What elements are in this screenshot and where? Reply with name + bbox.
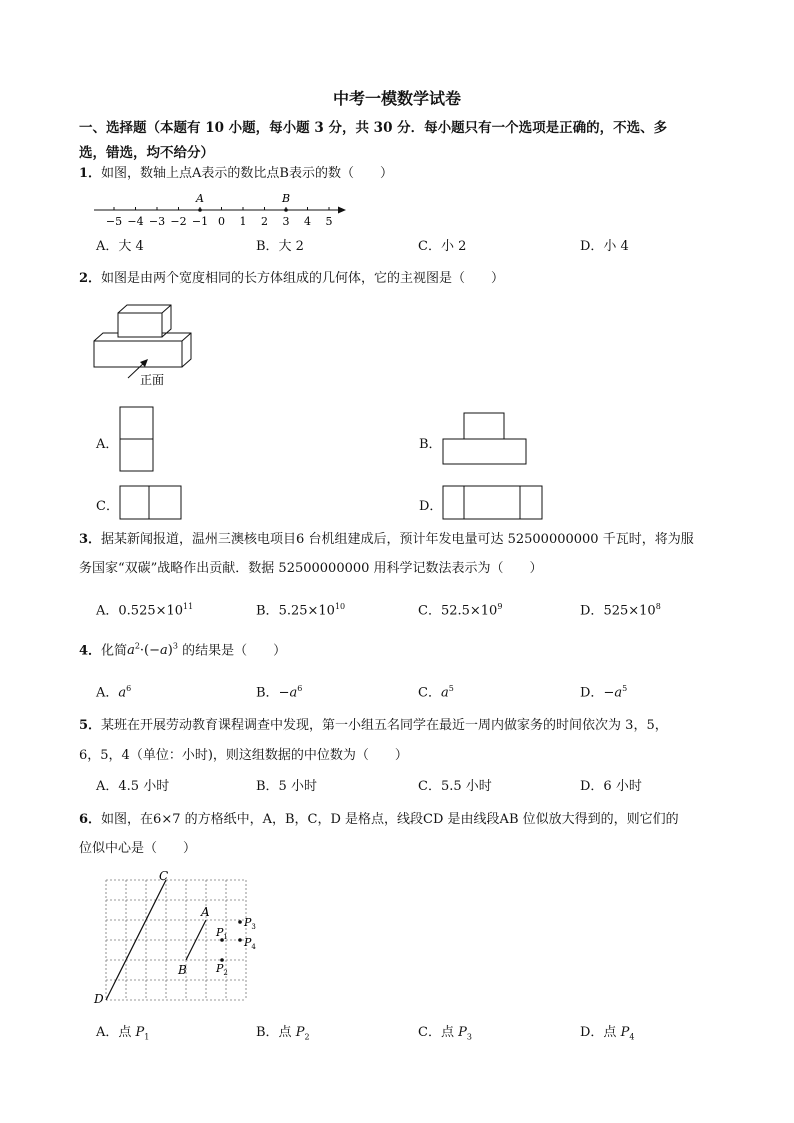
option-exponent: 6: [297, 684, 303, 693]
q1-option-c[interactable]: C．小 2: [418, 239, 467, 254]
number-line-label: −2: [170, 215, 187, 228]
q4-option-b[interactable]: [256, 679, 302, 703]
option-variable: P: [458, 1025, 467, 1040]
option-exponent: 10: [334, 602, 346, 611]
q2-option-a-label[interactable]: A．: [96, 437, 119, 452]
question-5-line2: 6，5，4（单位：小时)，则这组数据的中位数为（ ）: [79, 748, 408, 763]
option-variable: a: [440, 685, 449, 701]
option-variable: a: [614, 685, 623, 701]
question-number: 4．: [79, 643, 102, 659]
question-number: 3．: [79, 532, 102, 547]
option-subscript: 3: [466, 1032, 472, 1042]
point-p4: [238, 938, 242, 942]
question-text: 某班在开展劳动教育课程调查中发现，第一小组五名同学在最近一周内做家务的时间依次为 3，5，: [101, 718, 668, 733]
point-p3: [238, 920, 242, 924]
label-a: A: [201, 905, 210, 919]
question-5: [79, 716, 668, 736]
q3-option-c[interactable]: [418, 597, 502, 621]
q6-option-b[interactable]: [256, 1023, 310, 1048]
option-value: 0.525×10: [118, 603, 184, 619]
q5-option-a[interactable]: A．4.5 小时: [96, 779, 170, 794]
option-label: B．: [256, 603, 279, 619]
option-variable: P: [620, 1025, 630, 1040]
q2-option-c-label[interactable]: C．: [96, 499, 119, 514]
section-header-line1: 一、选择题（本题有 10 小题，每小题 3 分，共 30 分．每小题只有一个选项是正确的，不选、多: [79, 120, 668, 136]
q1-option-b[interactable]: B．大 2: [256, 239, 304, 254]
q5-option-c[interactable]: C．5.5 小时: [418, 779, 492, 794]
q4-option-c[interactable]: [418, 679, 454, 703]
question-4: [79, 637, 286, 661]
label-b: B: [178, 963, 187, 977]
question-2: [79, 269, 504, 289]
number-line-label: −4: [127, 215, 144, 228]
option-label: A．: [96, 603, 119, 619]
option-variable: a: [289, 685, 298, 701]
option-sign: −: [278, 685, 290, 701]
question-1: [79, 164, 393, 184]
q6-option-a[interactable]: [96, 1023, 149, 1048]
question-number: 6．: [79, 812, 102, 827]
q3-option-a[interactable]: [96, 597, 193, 621]
q5-option-d[interactable]: D．6 小时: [580, 779, 642, 794]
q4-option-d[interactable]: [580, 679, 627, 703]
option-variable: a: [118, 685, 127, 701]
option-subscript: 2: [304, 1032, 310, 1042]
option-exponent: 5: [622, 684, 628, 693]
number-line-figure: [90, 188, 352, 232]
option-value: 5.25×10: [278, 603, 335, 619]
q2-option-c-figure[interactable]: [118, 484, 184, 522]
option-variable: P: [295, 1025, 305, 1040]
option-label: D．: [580, 603, 604, 619]
option-label: A．点: [96, 1025, 136, 1040]
option-label: A．: [96, 685, 119, 701]
question-number: 5．: [79, 718, 102, 733]
option-label: C．点: [418, 1025, 459, 1040]
q1-option-d[interactable]: D．小 4: [580, 239, 629, 254]
option-label: D．点: [580, 1025, 621, 1040]
question-3: [79, 530, 694, 550]
label-p3: $P_3$: [244, 916, 256, 931]
number-line-labels: [106, 215, 333, 228]
option-label: D．: [580, 685, 604, 701]
question-text: 的结果是（ ）: [182, 643, 287, 659]
option-subscript: 1: [144, 1032, 150, 1042]
q4-option-a[interactable]: [96, 679, 131, 703]
number-line-label: 2: [261, 215, 268, 228]
question-number: 1．: [79, 166, 102, 181]
option-exponent: 6: [126, 684, 132, 693]
q2-option-b-label[interactable]: B．: [419, 437, 442, 452]
option-label: B．点: [256, 1025, 296, 1040]
option-exponent: 9: [497, 602, 503, 611]
question-text: 如图，在6×7 的方格纸中，A，B，C，D 是格点，线段CD 是由线段AB 位似放大得到的，则它们的: [101, 812, 679, 827]
number-line-label: 5: [325, 215, 333, 228]
question-text: 如图是由两个宽度相同的长方体组成的几何体，它的主视图是（ ）: [101, 271, 505, 286]
option-exponent: 8: [655, 602, 661, 611]
option-label: C．: [418, 685, 441, 701]
number-line-label: −1: [191, 215, 209, 228]
number-line-label: 3: [282, 215, 290, 228]
number-line-label: 1: [239, 215, 247, 228]
label-d: D: [94, 992, 104, 1006]
number-line-label: −5: [105, 215, 123, 228]
q3-option-d[interactable]: [580, 597, 661, 621]
solid-figure: [90, 300, 200, 390]
option-exponent: 11: [183, 602, 194, 611]
option-sign: −: [603, 685, 615, 701]
option-subscript: 4: [629, 1032, 635, 1042]
question-text: 化简: [101, 643, 128, 659]
point-a-dot: [198, 208, 202, 212]
option-value: 525×10: [603, 603, 656, 619]
math-expression: $a^2\cdot(-a)^3$: [127, 642, 178, 659]
q2-option-d-figure[interactable]: [441, 484, 545, 522]
section-header-line2: 选，错选，均不给分）: [79, 145, 214, 161]
option-variable: P: [135, 1025, 145, 1040]
label-p1: $P_1$: [216, 926, 228, 941]
point-b-label: B: [282, 192, 291, 205]
q2-option-b-figure[interactable]: [441, 411, 529, 467]
number-line-label: 0: [218, 215, 225, 228]
label-c: C: [159, 869, 169, 883]
question-text: 据某新闻报道，温州三澳核电项目6 台机组建成后，预计年发电量可达 52500000000 千瓦时，将为服: [101, 532, 694, 547]
option-value: 52.5×10: [440, 603, 498, 619]
number-line-label: 4: [304, 215, 311, 228]
q2-option-d-label[interactable]: D．: [419, 499, 443, 514]
question-6: [79, 810, 679, 830]
grid-figure: [88, 868, 268, 1008]
question-text: 如图，数轴上点A表示的数比点B表示的数（ ）: [101, 166, 393, 181]
question-6-line2: 位似中心是（ ）: [79, 841, 197, 856]
option-label: B．: [256, 685, 279, 701]
front-label: 正面: [140, 373, 165, 387]
question-3-line2: 务国家“双碳”战略作出贡献．数据 52500000000 用科学记数法表示为（ ）: [79, 561, 543, 576]
q1-option-a[interactable]: A．大 4: [96, 239, 144, 254]
q5-option-b[interactable]: B．5 小时: [256, 779, 317, 794]
option-label: C．: [418, 603, 441, 619]
point-b-dot: [284, 208, 288, 212]
number-line-label: −3: [148, 215, 166, 228]
label-p4: $P_4$: [244, 936, 256, 951]
page-title: 中考一模数学试卷: [332, 89, 461, 108]
q6-option-d[interactable]: [580, 1023, 634, 1048]
point-a-label: A: [196, 192, 204, 205]
q6-option-c[interactable]: [418, 1023, 472, 1048]
question-number: 2．: [79, 271, 102, 286]
q3-option-b[interactable]: [256, 597, 345, 621]
q2-option-a-figure[interactable]: [118, 405, 156, 473]
label-p2: $P_2$: [216, 962, 228, 977]
option-exponent: 5: [448, 684, 454, 693]
